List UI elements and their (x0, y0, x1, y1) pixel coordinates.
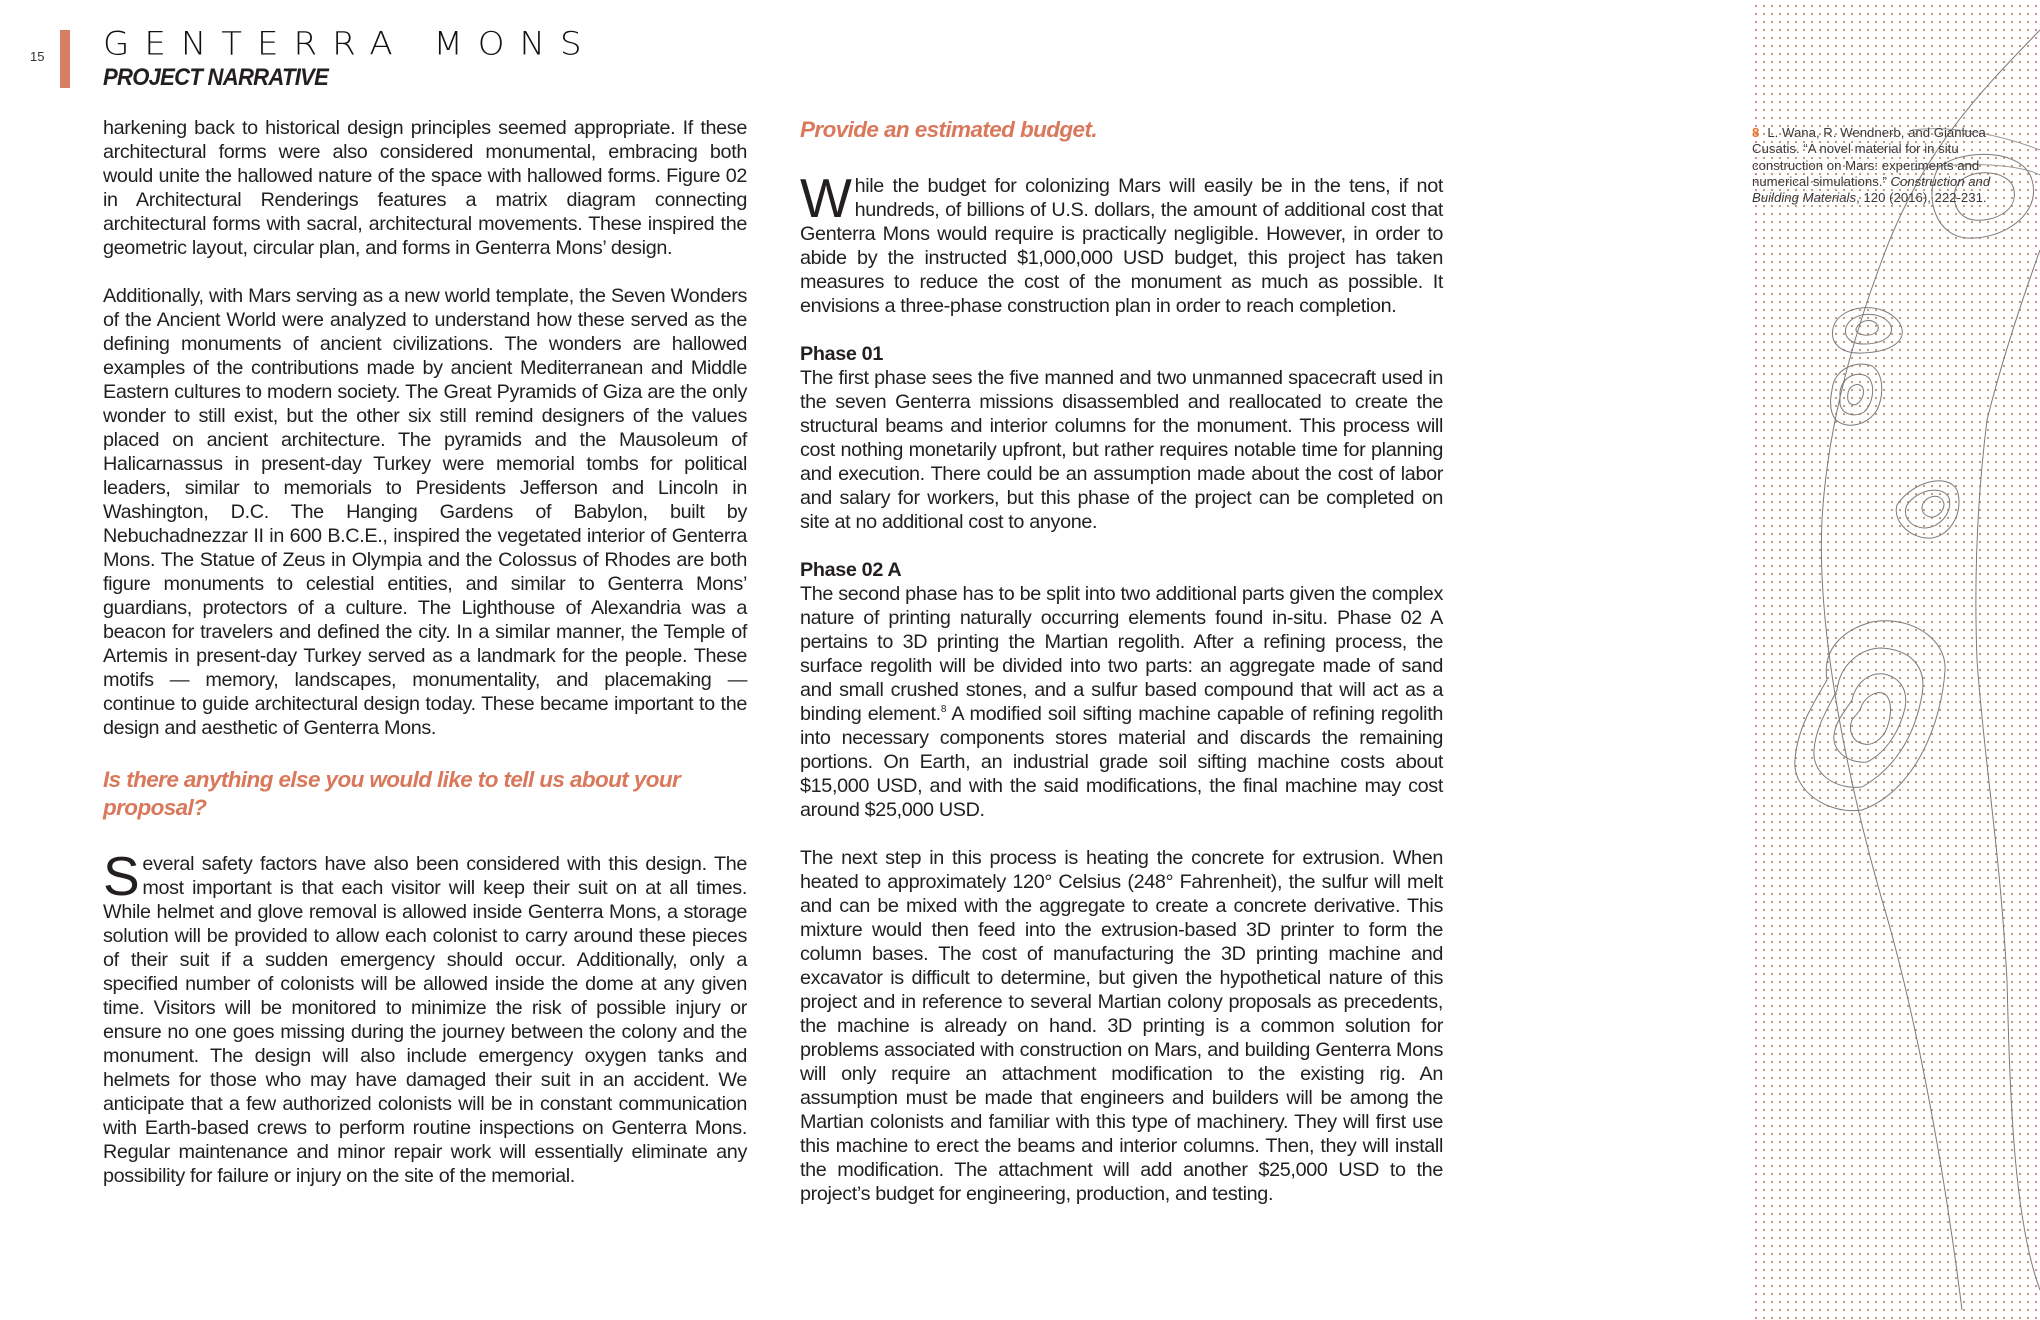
page-title: GENTERRA MONS (103, 25, 597, 63)
footnote-number: 8 (1752, 125, 1760, 140)
paragraph: Additionally, with Mars serving as a new world template, the Seven Wonders of the Ancient World were analyzed to understand how these served as the defining monuments of ancient civilizations. The wonders are hallowed examples of the contributions made by ancient Mediterranean and Middle Eastern cultures to modern society. The Great Pyramids of Giza are the only wonder to still exist, but the other six still remind designers of the values placed on ancient architecture. The pyramids and the Mausoleum of Halicarnassus in present-day Turkey were memorial tombs for political leaders, similar to memorials to Presidents Jefferson and Lincoln in Washington, D.C. The Hanging Gardens of Babylon, built by Nebuchadnezzar II in 600 B.C.E., inspired the vegetated interior of Genterra Mons. The Statue of Zeus in Olympia and the Colossus of Rhodes are both figure monuments to celestial entities, and similar to Genterra Mons’ guardians, protectors of a culture. The Lighthouse of Alexandria was a beacon for travelers and defined the city. In a similar manner, the Temple of Artemis in present-day Turkey served as a landmark for the people. These motifs — memory, landscapes, monumentality, and placemaking — continue to guide architectural design today. These became important to the design and aesthetic of Genterra Mons. (103, 285, 747, 739)
drop-cap: W (800, 167, 852, 229)
question-heading-budget: Provide an estimated budget. (800, 117, 1098, 142)
section-subtitle: PROJECT NARRATIVE (103, 64, 329, 91)
footnote-tail: , 120 (2016), 222-231. (1856, 190, 1987, 206)
phase-text-part: A modified soil sifting machine capable of refining regolith into necessary components stores material and discards the remaining portions. On Earth, an industrial grade soil sifting machine costs about $15,000 USD, and with the said modifications, the final machine may cost around $25,000 USD. (800, 703, 1443, 821)
footnote-text: L. Wana, R. Wendnerb, and Gianluca Cusatis. “A novel material for in situ construction on Mars: experiments and numerical simulations.” (1752, 125, 1986, 189)
contour-line (1976, 250, 2040, 1290)
phase-heading: Phase 02 A (800, 559, 902, 581)
phase-text: The first phase sees the five manned and two unmanned spacecraft used in the seven Genterra missions disassembled and reallocated to create the structural beams and interior columns for the monument. This process will cost nothing monetarily upfront, but rather requires notable time for planning and execution. There could be an assumption made about the cost of labor and salary for workers, but this phase of the project can be completed on site at no additional cost to anyone. (800, 367, 1443, 533)
drop-cap: S (103, 845, 140, 907)
contour-ring (1814, 648, 1923, 787)
phase-text (800, 582, 1443, 822)
answer-text: everal safety factors have also been considered with this design. The most important is that each visitor will keep their suit on at all times. While helmet and glove removal is allowed inside Genterra Mons, a storage solution will be provided to allow each colonist to carry around these pieces of their suit if a sudden emergency should occur. Additionally, only a specified number of colonists will be allowed inside the dome at any given time. Visitors will be monitored to minimize the risk of possible injury or ensure no one goes missing during the journey between the colony and the monument. The design will also include emergency oxygen tanks and helmets for those who may have damaged their suit in an accident. We anticipate that a few authorized colonists will be in constant communication with Earth-based crews to perform routine inspections on Genterra Mons. Regular maintenance and minor repair work will essentially eliminate any possibility for failure or injury on the site of the memorial. (103, 853, 747, 1187)
answer-paragraph (103, 845, 747, 1188)
intro-text: hile the budget for colonizing Mars will easily be in the tens, if not hundreds, of billions of U.S. dollars, the amount of additional cost that Genterra Mons would require is practically negligible. However, in order to abide by the instructed $1,000,000 USD budget, this project has taken measures to reduce the cost of the monument as much as possible. It envisions a three-phase construction plan in order to reach completion. (800, 175, 1443, 317)
contour-ring (1840, 374, 1873, 415)
accent-bar (60, 30, 70, 88)
middle-column (800, 116, 1443, 1206)
contour-ring (1831, 364, 1882, 425)
phase-text-part: The second phase has to be split into two additional parts given the complex nature of printing naturally occurring elements found in-situ. Phase 02 A pertains to 3D printing the Martian regolith. After a refining process, the surface regolith will be divided into two parts: an aggregate made of sand and small crushed stones, and a sulfur based compound that will act as a binding element. (800, 583, 1443, 725)
phase-heading: Phase 01 (800, 343, 883, 365)
phase-continuation: The next step in this process is heating the concrete for extrusion. When heated to approximately 120° Celsius (248° Fahrenheit), the sulfur will melt and can be mixed with the aggregate to create a concrete derivative. This mixture would then feed into the extrusion-based 3D printer to form the column bases. The cost of manufacturing the 3D printing machine and excavator is difficult to determine, but given the hypothetical nature of this project and in reference to several Martian colony proposals as precedents, the machine is already on hand. 3D printing is a common solution for problems associated with construction on Mars, and building Genterra Mons will only require an attachment modification to the existing rig. An assumption must be made that engineers and builders will be among the Martian colonists and familiar with this type of machinery. They will first use this machine to erect the beams and interior columns. Then, they will install the modification. The attachment will add another $25,000 USD to the project’s budget for engineering, production, and testing. (800, 847, 1443, 1205)
contour-ring (1856, 320, 1878, 335)
intro-paragraph (800, 167, 1443, 318)
footnote-journal: Construction and Building Materials (1752, 173, 1991, 206)
footnote-reference[interactable]: 8 (940, 704, 947, 715)
footnote-8 (1752, 125, 2008, 206)
contour-ring (1922, 496, 1944, 517)
question-heading-proposal: Is there anything else you would like to tell us about your proposal? (103, 767, 681, 820)
page-number: 15 (30, 49, 45, 64)
contour-ring (1846, 314, 1892, 344)
left-column (103, 116, 747, 1188)
contour-ring (1851, 693, 1891, 745)
contour-line (1821, 30, 2040, 1310)
contour-ring (1848, 385, 1864, 405)
paragraph: harkening back to historical design principles seemed appropriate. If these architectural forms were also considered monumental, embracing both would unite the hallowed nature of the space with hallowed forms. Figure 02 in Architectural Renderings features a matrix diagram connecting architectural forms with sacral, architectural movements. These inspired the geometric layout, circular plan, and forms in Genterra Mons’ design. (103, 117, 747, 259)
